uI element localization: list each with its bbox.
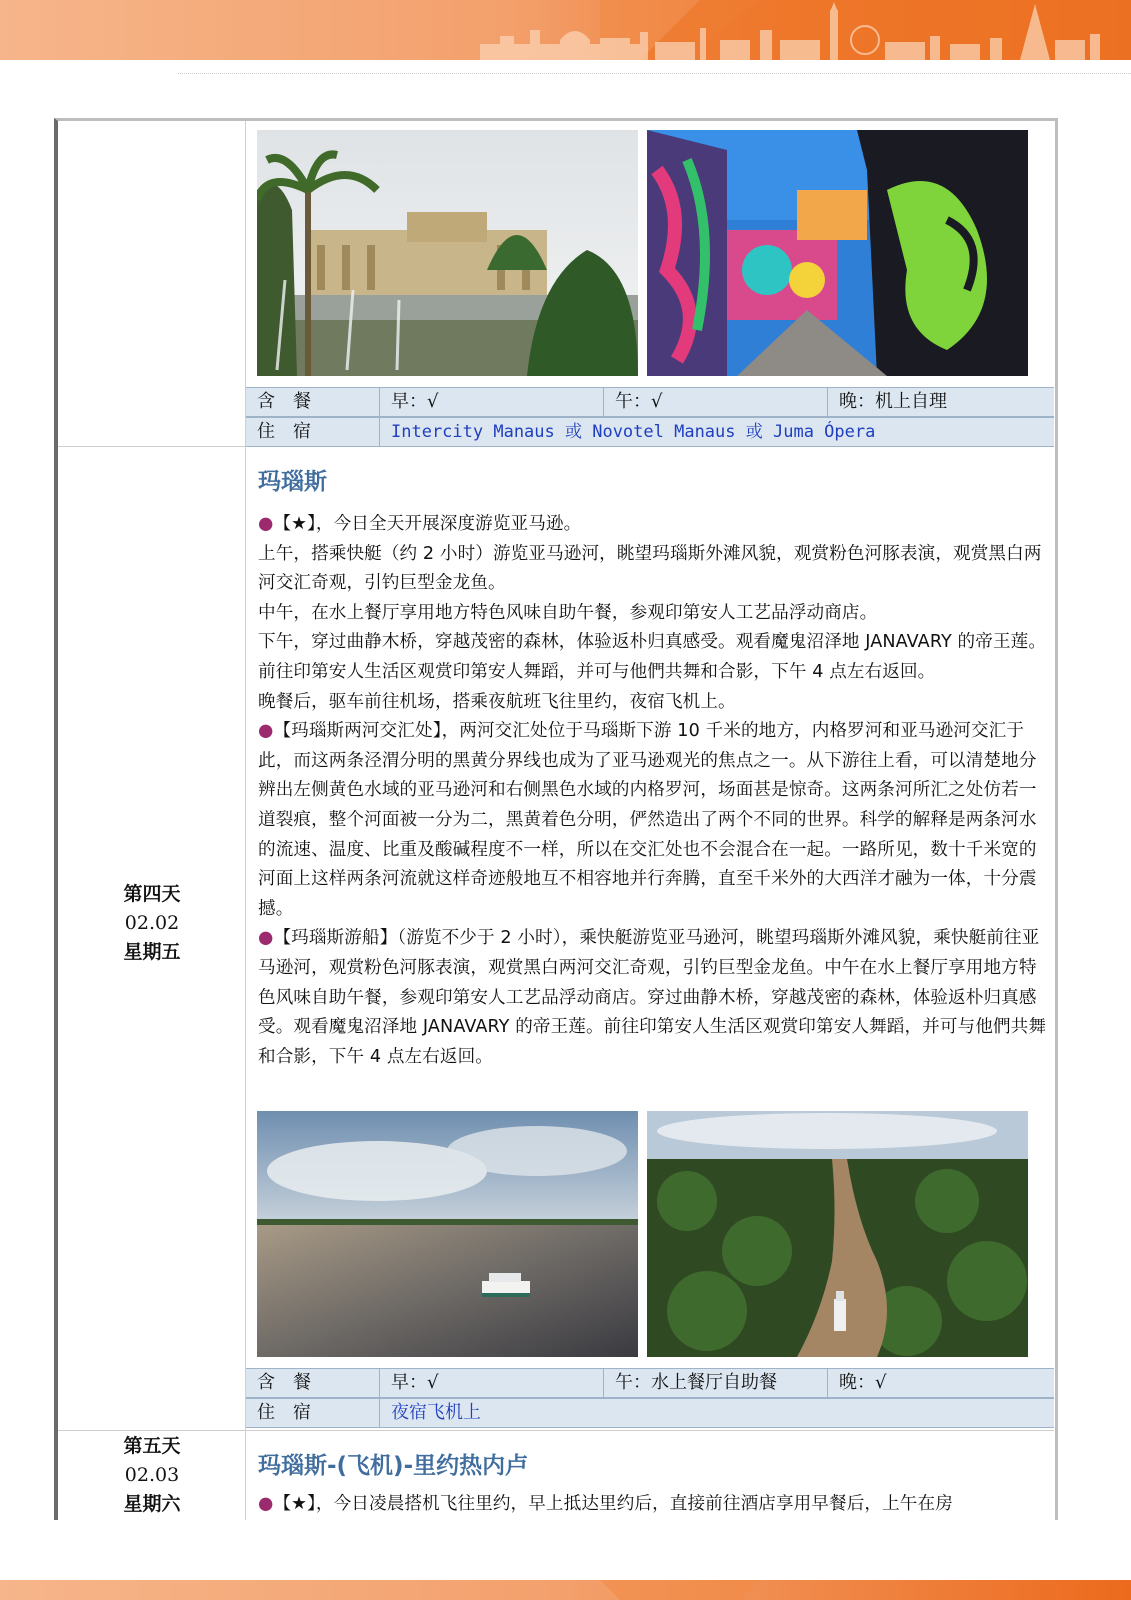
day5-date: 02.03 bbox=[124, 1464, 180, 1486]
day5-weekday: 星期六 bbox=[123, 1493, 181, 1515]
day4-paragraph: 上午，搭乘快艇（约 2 小时）游览亚马逊河，眺望玛瑙斯外滩风貌，观赏粉色河豚表演，观赏黑白两河交汇奇观，引钓巨型金龙鱼。 bbox=[258, 543, 1042, 594]
hotel-label: 住 宿 bbox=[246, 418, 380, 446]
day5-day: 第五天 bbox=[123, 1435, 181, 1457]
meal-row bbox=[246, 1368, 1054, 1398]
day4-paragraph: 晚餐后，驱车前往机场，搭乘夜航班飞往里约，夜宿飞机上。 bbox=[258, 691, 736, 712]
lunch-cell: 午：水上餐厅自助餐 bbox=[604, 1369, 828, 1397]
hotel-name: 夜宿飞机上 bbox=[391, 1402, 481, 1423]
day4-paragraph: ●【★】，今日全天开展深度游览亚马逊。 bbox=[258, 514, 582, 534]
day4-paragraph: 下午，穿过曲静木桥，穿越茂密的森林，体验返朴归真感受。观看魔鬼沼泽地 JANAVARY 的帝王莲。前往印第安人生活区观赏印第安人舞蹈，并可与他們共舞和合影，下午 4 点左右返回。 bbox=[258, 632, 1047, 682]
day4-title: 玛瑙斯 bbox=[258, 469, 327, 495]
meal-row bbox=[246, 387, 1054, 417]
hotel-name: Intercity Manaus 或 Novotel Manaus 或 Juma Ópera bbox=[391, 422, 876, 442]
breakfast-cell: 早：√ bbox=[380, 388, 604, 416]
footer-band bbox=[0, 1580, 1131, 1600]
hotel-label: 住 宿 bbox=[246, 1399, 380, 1427]
row-divider bbox=[58, 1430, 1054, 1431]
header-divider bbox=[178, 73, 1131, 74]
museum-photo bbox=[257, 130, 638, 376]
day5-title: 玛瑙斯-(飞机)-里约热内卢 bbox=[258, 1453, 529, 1479]
day5-body bbox=[258, 1490, 1048, 1520]
bullet-icon: ● bbox=[258, 514, 274, 534]
day-column bbox=[58, 121, 246, 1520]
footer-decoration bbox=[0, 1580, 1131, 1600]
graffiti-alley-photo bbox=[647, 130, 1028, 376]
breakfast-cell: 早：√ bbox=[380, 1369, 604, 1397]
hotel-row bbox=[246, 1398, 1054, 1428]
day4-paragraph: 中午，在水上餐厅享用地方特色风味自助午餐，参观印第安人工艺品浮动商店。 bbox=[258, 602, 878, 623]
day4-weekday: 星期五 bbox=[123, 941, 181, 963]
meal-label: 含 餐 bbox=[246, 388, 380, 416]
jungle-river-photo bbox=[647, 1111, 1028, 1357]
dinner-cell: 晚：机上自理 bbox=[839, 391, 947, 412]
header-banner bbox=[0, 0, 1131, 60]
day4-date: 02.02 bbox=[124, 912, 180, 934]
meal-label: 含 餐 bbox=[246, 1369, 380, 1397]
dinner-cell: 晚：√ bbox=[839, 1372, 887, 1393]
bullet-icon: ● bbox=[258, 928, 274, 949]
day4-paragraph: ●【玛瑙斯两河交汇处】，两河交汇处位于马瑙斯下游 10 千米的地方，内格罗河和亚马逊河交汇于此，而这两条泾渭分明的黑黄分界线也成为了亚马逊观光的焦点之一。从下游往上看，可以清楚地分辨出左侧黄色水域的亚马逊河和右侧黑色水域的内格罗河，场面甚是惊奇。这两条河所汇之处仿若一道裂痕，整个河面被一分为二，黑黄着色分明，俨然造出了两个不同的世界。科学的解释是两条河水的流速、温度、比重及酸碱程度不一样，所以在交汇处也不会混合在一起。一路所见，数十千米宽的河面上这样两条河流就这样奇迹般地互不相容地并行奔腾，直至千米外的大西洋才融为一体，十分震撼。 bbox=[258, 721, 1037, 919]
hotel-row bbox=[246, 417, 1054, 447]
day4-day: 第四天 bbox=[123, 883, 181, 905]
day4-body bbox=[258, 510, 1048, 1072]
bullet-icon: ● bbox=[258, 1494, 274, 1514]
day4-label bbox=[58, 880, 246, 967]
day5-label bbox=[58, 1432, 246, 1519]
lunch-cell: 午：√ bbox=[604, 388, 828, 416]
bullet-icon: ● bbox=[258, 721, 274, 742]
day4-paragraph: ●【玛瑙斯游船】（游览不少于 2 小时），乘快艇游览亚马逊河，眺望玛瑙斯外滩风貌，乘快艇前往亚马逊河，观赏粉色河豚表演，观赏黑白两河交汇奇观，引钓巨型金龙鱼。中午在水上餐厅享用地方特色风味自助午餐，参观印第安人工艺品浮动商店。穿过曲静木桥，穿越茂密的森林，体验返朴归真感受。观看魔鬼沼泽地 JANAVARY 的帝王莲。前往印第安人生活区观赏印第安人舞蹈，并可与他們共舞和合影，下午 4 点左右返回。 bbox=[258, 928, 1047, 1067]
river-boat-photo bbox=[257, 1111, 638, 1357]
city-skyline-decoration bbox=[0, 0, 1131, 60]
day5-paragraph: ●【★】，今日凌晨搭机飞往里约，早上抵达里约后，直接前往酒店享用早餐后，上午在房 bbox=[258, 1494, 953, 1514]
